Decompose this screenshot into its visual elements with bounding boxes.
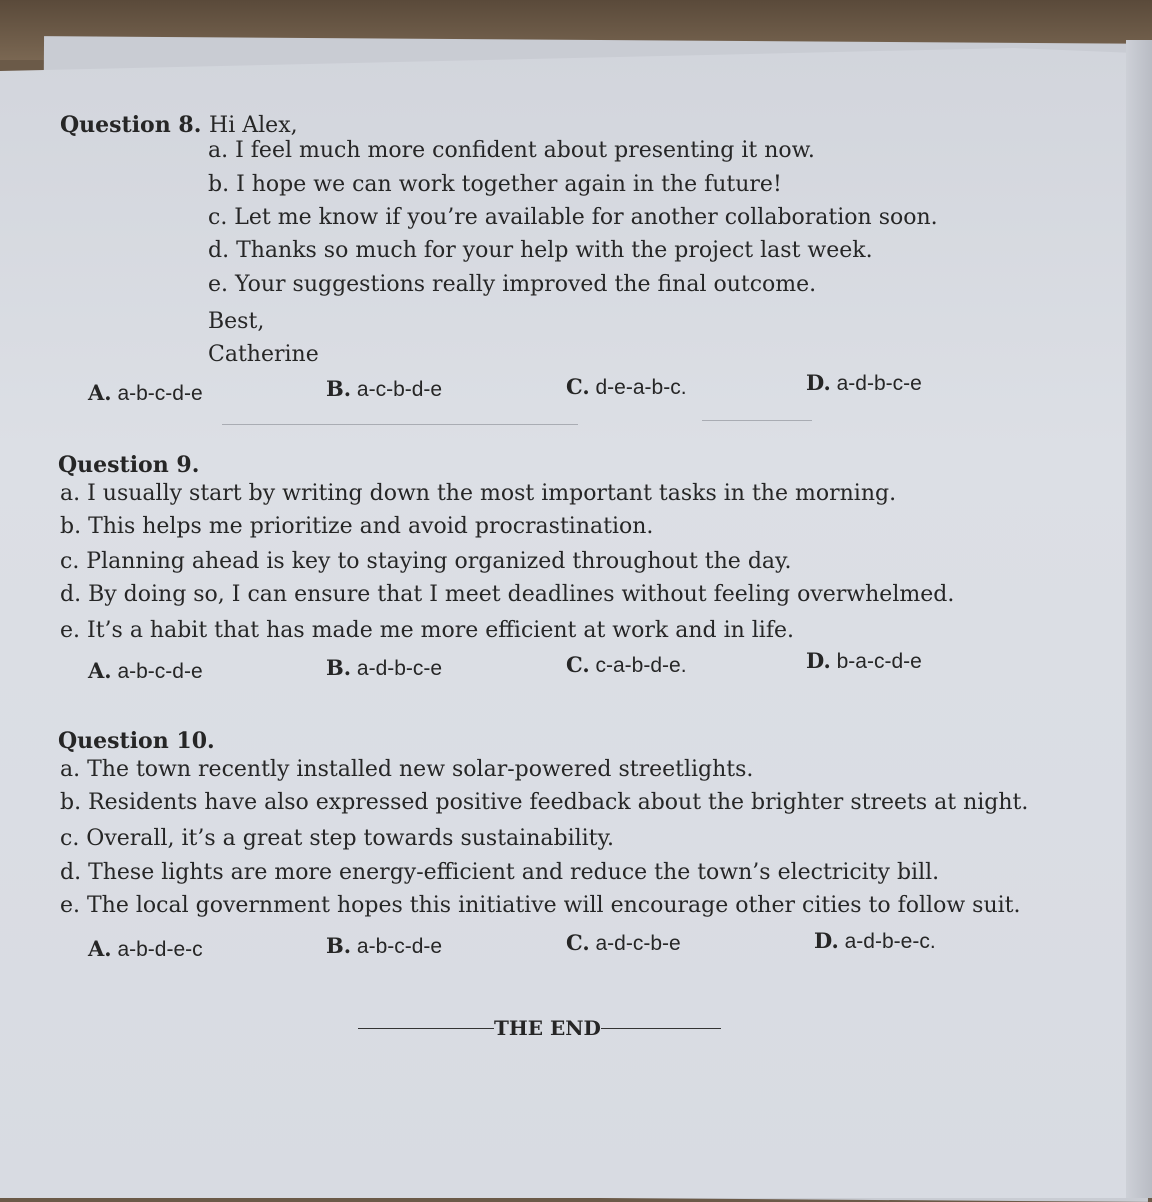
paper-stack-edge	[1126, 40, 1152, 1198]
footer-rule-left	[358, 1028, 494, 1029]
q9-option-a[interactable]: A. a-b-c-d-e	[88, 658, 203, 683]
q10-option-b[interactable]: B. a-b-c-d-e	[326, 933, 443, 958]
q8-option-a[interactable]: A. a-b-c-d-e	[88, 380, 203, 405]
q8-option-c[interactable]: C. d-e-a-b-c.	[566, 374, 687, 399]
question-9-heading: Question 9.	[58, 452, 200, 478]
footer-rule-right	[601, 1028, 721, 1029]
q10-option-a[interactable]: A. a-b-d-e-c	[88, 936, 203, 961]
q8-sentence-c: c. Let me know if you’re available for another collaboration soon.	[208, 205, 938, 230]
faint-divider-2	[702, 420, 812, 421]
footer-text: THE END	[494, 1016, 601, 1040]
q9-sentence-e: e. It’s a habit that has made me more efficient at work and in life.	[60, 618, 794, 643]
question-10-heading: Question 10.	[58, 728, 215, 754]
q8-option-b[interactable]: B. a-c-b-d-e	[326, 376, 443, 401]
question-8-heading: Question 8. Hi Alex,	[60, 112, 298, 138]
q8-signature: Catherine	[208, 342, 319, 367]
q10-sentence-a: a. The town recently installed new solar-powered streetlights.	[60, 757, 754, 782]
question-8-greeting: Hi Alex,	[209, 113, 298, 138]
q10-sentence-e: e. The local government hopes this initiative will encourage other cities to follow suit.	[60, 893, 1021, 918]
q10-option-c[interactable]: C. a-d-c-b-e	[566, 930, 681, 955]
q9-sentence-b: b. This helps me prioritize and avoid procrastination.	[60, 514, 654, 539]
q10-sentence-c: c. Overall, it’s a great step towards sustainability.	[60, 826, 615, 851]
q9-sentence-a: a. I usually start by writing down the most important tasks in the morning.	[60, 481, 897, 506]
q8-sentence-e: e. Your suggestions really improved the final outcome.	[208, 272, 817, 297]
q8-closing: Best,	[208, 309, 265, 334]
q9-option-b[interactable]: B. a-d-b-c-e	[326, 655, 443, 680]
q9-sentence-d: d. By doing so, I can ensure that I meet deadlines without feeling overwhelmed.	[60, 582, 955, 607]
q8-sentence-a: a. I feel much more confident about presenting it now.	[208, 138, 815, 163]
q10-sentence-b: b. Residents have also expressed positive feedback about the brighter streets at night.	[60, 790, 1029, 815]
q10-sentence-d: d. These lights are more energy-efficient and reduce the town’s electricity bill.	[60, 860, 940, 885]
q10-option-d[interactable]: D. a-d-b-e-c.	[814, 928, 936, 953]
q8-sentence-b: b. I hope we can work together again in the future!	[208, 172, 782, 197]
the-end-footer	[358, 1016, 721, 1040]
q9-option-d[interactable]: D. b-a-c-d-e	[806, 648, 922, 673]
q9-sentence-c: c. Planning ahead is key to staying organized throughout the day.	[60, 549, 792, 574]
q8-sentence-d: d. Thanks so much for your help with the project last week.	[208, 238, 873, 263]
q9-option-c[interactable]: C. c-a-b-d-e.	[566, 652, 687, 677]
faint-divider-1	[222, 424, 578, 425]
q8-option-d[interactable]: D. a-d-b-c-e	[806, 370, 922, 395]
